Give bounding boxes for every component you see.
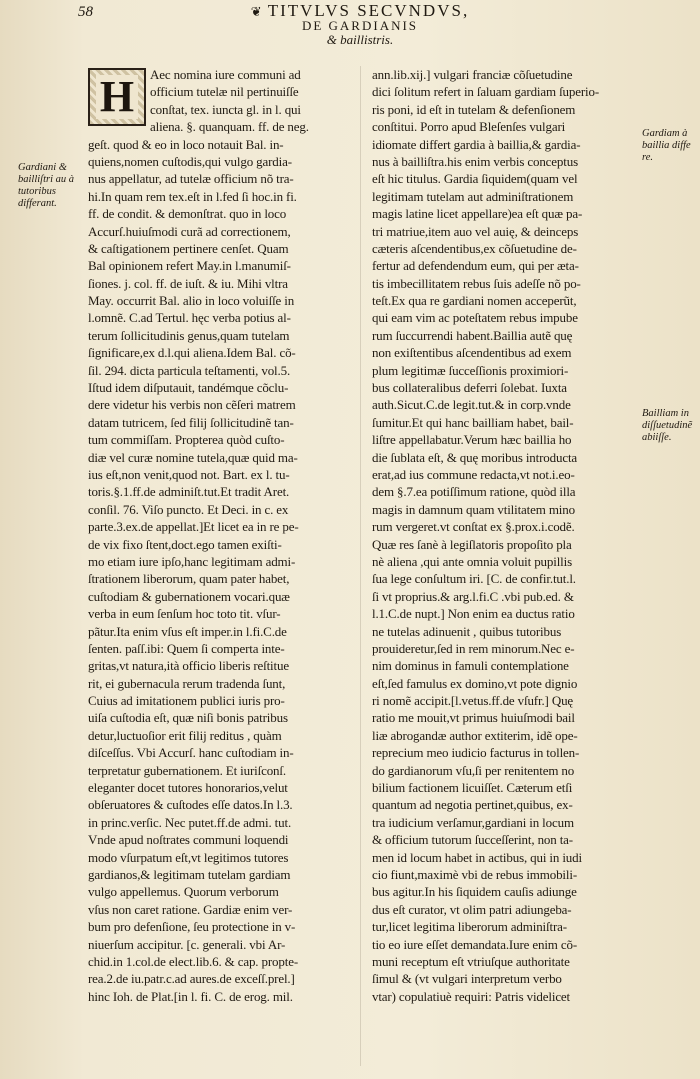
initial-letter: H <box>96 75 138 119</box>
text-line: ſumitur.Et qui hanc bailliam habet, bail- <box>372 414 574 430</box>
text-line: ri nomẽ accipit.[l.vetus.ff.de vſufr.] Quę <box>372 693 574 709</box>
text-line: erat,ad ius commune redacta,vt not.i.eo- <box>372 466 575 482</box>
text-line: parte.3.ex.de appellat.]Et licet ea in re pe- <box>88 519 299 535</box>
running-head-subtitle-2: & baillistris. <box>326 32 394 47</box>
text-line: dus eſt curator, vt olim patri adiungeba- <box>372 901 572 917</box>
text-line: gardianos,& legitimam tutelam gardiam <box>88 866 291 882</box>
text-line: modo vſurpatum eſt,vt legitimos tutores <box>88 849 289 865</box>
text-line: ſil. 294. dicta particula teſtamenti, vol.5. <box>88 362 291 378</box>
text-line: tra iudicium verſamur,gardiani in locum <box>372 814 574 830</box>
text-line: qui eam vim ac poteſtatem rebus impube <box>372 310 578 326</box>
text-line: cio fiunt,maximè vbi de rebus immobili- <box>372 866 578 882</box>
text-line: nim dominus in famuli contemplatione <box>372 658 569 674</box>
text-line: diſceſſus. Vbi Accurſ. hanc cuſtodiam in- <box>88 745 294 761</box>
text-line: tio eo iure eſſet demandata.Iure enim cõ- <box>372 936 578 952</box>
text-line: plum legitimæ ſucceſſionis proximiori- <box>372 362 569 378</box>
text-line: prouideretur,ſed in rem minorum.Nec e- <box>372 640 575 656</box>
text-line: nus appellatur, ad tutelæ officium nõ tra- <box>88 171 294 187</box>
text-line: dem §.7.ea potiſſimum ratione, quòd illa <box>372 484 576 500</box>
text-line: terpretatur gubernationem. Et iuriſconſ. <box>88 762 286 778</box>
text-line: ſtrationem liberorum, quam pater habet, <box>88 571 290 587</box>
marginal-note-right-1: Gardiam à baillia diffe re. <box>642 128 691 163</box>
text-line: men id locum habet in actibus, qui in iudi <box>372 849 582 865</box>
text-line: bus agitur.In his ſiquidem cauſis adiunge <box>372 884 577 900</box>
text-line: cuſtodiam & gubernationem vocari.quæ <box>88 588 290 604</box>
text-line: vtar) copulatiuè requiri: Patris videlicet <box>372 988 571 1004</box>
text-line: idiomate differt gardia à baillia,& gardia- <box>372 136 581 152</box>
text-line: magis latine licet appellare)ea eſt quæ pa- <box>372 206 583 222</box>
text-line: bilium factionem licuiſſet. Cæterum etſi <box>372 780 573 796</box>
text-line: liæ abrogandæ author extiterim, idẽ ope- <box>372 727 578 743</box>
text-line: ſiones. j. col. ff. de iuſt. & iu. Mihi vltra <box>88 275 288 291</box>
text-line: ſua lege conſultum iri. [C. de confir.tut.l. <box>372 571 576 587</box>
decorated-initial <box>88 68 146 126</box>
text-line: Bal opinionem refert May.in l.manumiſ- <box>88 258 291 274</box>
text-line: conſil. 76. Viſo puncto. Et Deci. in c. ex <box>88 501 289 517</box>
text-line: ne tutelas adinuenit , quibus tutoribus <box>372 623 562 639</box>
text-line: cæteris aſcendentibus,ex cõſuetudine de- <box>372 240 577 256</box>
text-line: Iſtud idem diſputauit, tandémque cõclu- <box>88 380 289 396</box>
text-line: conſtitui. Porro apud Bleſenſes vulgari <box>372 119 566 135</box>
text-line: ann.lib.xij.] vulgari franciæ cõſuetudine <box>372 67 573 82</box>
text-line: tur,licet legitima liberorum adminiſtra- <box>372 919 567 935</box>
text-line: aliena. §. quanquam. ff. de neg. <box>150 119 309 135</box>
marginal-note-left: Gardiani & bailliſtri au à tutoribus differant. <box>18 162 75 209</box>
text-line: dere videtur his verbis non cẽſeri matrem <box>88 397 296 413</box>
text-line: Cuius ad imitationem publici iuris pro- <box>88 693 285 709</box>
text-line: rum ſuccurrendi habent.Baillia autẽ quę <box>372 327 573 343</box>
text-line: chid.in 1.col.de elect.lib.6. & cap. propte- <box>88 953 298 969</box>
text-line: ff. de condit. & demonſtrat. quo in loco <box>88 206 287 222</box>
text-line: bus collateralibus deferri ſolebat. Iuxta <box>372 380 567 396</box>
text-line: liſtre appellabatur.Verum hæc baillia ho <box>372 432 572 448</box>
text-line: terum ſollicitudinis genus,quam tutelam <box>88 327 290 343</box>
text-line: rit, ei gubernacula rerum tradenda ſunt, <box>88 675 286 691</box>
text-line: mo etiam iure ipſo,hanc legitimam admi- <box>88 553 296 569</box>
text-line: rum vergeret.vt conſtat ex §.prox.i.codẽ. <box>372 519 575 535</box>
text-line: hinc Ioh. de Plat.[in l. fi. C. de erog. mil. <box>88 988 293 1004</box>
text-line: ius eſt,non venit,quod not. Bart. ex l. tu- <box>88 466 290 482</box>
text-line: toris.§.1.ff.de adminiſt.tut.Et tradit Aret. <box>88 484 290 500</box>
text-line: ſenten. paſſ.ibi: Quem ſi comperta inte- <box>88 640 285 656</box>
text-line: in princ.verſic. Nec putet.ff.de admi. tut. <box>88 814 292 830</box>
text-line: ris poni, id eſt in tutelam & defenſionem <box>372 101 576 117</box>
text-line: ſi vt proprius.& arg.l.fi.C .vbi pub.ed. & <box>372 588 574 604</box>
text-line: tis imbecillitatem rebus ſuis adeſſe nõ po- <box>372 275 581 291</box>
running-head-subtitle: DE GARDIANIS <box>301 18 419 33</box>
text-line: tri matriue,item auo vel auię, & deinceps <box>372 223 579 239</box>
text-line: datam tutricem, ſed filij ſollicitudinẽ tan- <box>88 414 294 430</box>
text-line: May. occurrit Bal. alio in loco voluiſſe in <box>88 293 295 309</box>
text-line: officium tutelæ nil pertinuiſſe <box>150 84 299 100</box>
text-line: conſtat, tex. iuncta gl. in l. qui <box>150 101 301 117</box>
text-line: rea.2.de iu.patr.c.ad aures.de exceſſ.prel.] <box>88 971 295 987</box>
text-line: teſt.Ex qua re gardiani nomen acceperũt, <box>372 293 577 309</box>
text-line: muni receptum eſt vtriuſque authoritate <box>372 953 570 969</box>
text-line: eſt,ſed famulus ex domino,vt pote dignio <box>372 675 578 691</box>
page-number: 58 <box>78 4 93 20</box>
text-line: quantum ad negotia pertinet,quibus, ex- <box>372 797 573 813</box>
text-line: hi.In quam rem tex.eſt in l.fed ſi hoc.in fi. <box>88 188 297 204</box>
text-line: & caſtigationem pertinere cenſet. Quam <box>88 240 289 256</box>
text-line: Accurſ.huiuſmodi curã ad correctionem, <box>88 223 291 239</box>
text-line: reprecium meo iudicio facturus in tollen- <box>372 745 580 761</box>
text-line: de vix fixo ſtent,doct.ego tamen exiſti- <box>88 536 282 552</box>
text-line: nè aliena ,qui ante omnia voluit pupillis <box>372 553 573 569</box>
left-text-column <box>88 66 350 1005</box>
text-line: do gardianorum vſu,ſi per renitentem no <box>372 762 575 778</box>
text-line: l.1.C.de nupt.] Non enim ea ductus ratio <box>372 606 575 622</box>
text-line: eſt hic titulus. Gardia ſiquidem(quam vel <box>372 171 578 187</box>
text-line: ſignificare,ex d.l.qui aliena.Idem Bal. cõ- <box>88 345 296 361</box>
text-line: fertur ad defendendum eum, qui per æta- <box>372 258 579 274</box>
text-line: Quæ res ſanè à legiſlatoris propoſito pla <box>372 536 572 552</box>
text-line: vſus non caret ratione. Gardiæ enim ver- <box>88 901 293 917</box>
text-line: geſt. quod & eo in loco notauit Bal. in- <box>88 136 284 152</box>
text-line: & officium tutorum ſucceſſerint, non ta- <box>372 832 573 848</box>
right-text-column <box>372 66 636 1005</box>
text-line: obſeruatores & cuſtodes eſſe datos.In l.3. <box>88 797 293 813</box>
text-line: detur,luctuoſior erit filij reditus , quàm <box>88 727 282 743</box>
running-head-title: TITVLVS SECVNDVS, <box>267 1 470 20</box>
text-line: tum commiſſam. Propterea quòd cuſto- <box>88 432 285 448</box>
text-line: Vnde apud noſtrates communi loquendi <box>88 832 289 848</box>
text-line: magis in damnum quam vtilitatem mino <box>372 501 575 517</box>
text-line: ratio me mouit,vt primus huiuſmodi bail <box>372 710 575 726</box>
running-head <box>200 1 520 47</box>
text-line: auth.Sicut.C.de legit.tut.& in corp.vnde <box>372 397 571 413</box>
text-line: verba in eum ſenſum hoc toto tit. vſur- <box>88 606 281 622</box>
text-line: l.omnẽ. C.ad Tertul. hęc verba potius al- <box>88 310 291 326</box>
marginal-note-right-2: Bailliam in diſſuetudinẽ abiiſſe. <box>642 408 693 443</box>
text-line: ſimul & (vt vulgari interpretum verbo <box>372 971 562 987</box>
text-line: eleganter docet tutores honorarios,velut <box>88 780 288 796</box>
text-line: die ſublata eſt, & quę moribus introducta <box>372 449 578 465</box>
column-divider <box>360 66 361 1066</box>
text-line: dici ſolitum refert in ſaluam gardiam ſuperio- <box>372 84 600 100</box>
text-line: nus à bailliſtra.his enim verbis conceptus <box>372 153 578 169</box>
text-line: non exiſtentibus aſcendentibus ad exem <box>372 345 572 361</box>
text-line: uiſa cuſtodia eſt, quæ niſi bonis patribus <box>88 710 288 726</box>
text-line: quiens,nomen cuſtodis,qui vulgo gardia- <box>88 153 292 169</box>
text-line: diæ vel curæ nomine tutela,quæ quid ma- <box>88 449 298 465</box>
text-line: vulgo appellemus. Quorum verborum <box>88 884 279 900</box>
text-line: bum pro defenſione, ſeu protectione in v- <box>88 919 296 935</box>
text-line: pãtur.Ita enim vſus eſt imper.in l.fi.C.de <box>88 623 287 639</box>
fleuron-icon: ❦ <box>250 4 264 19</box>
text-line: gritas,vt natura,ità officio liberis reſtitue <box>88 658 289 674</box>
text-line: Aec nomina iure communi ad <box>150 67 301 82</box>
text-line: niuerſum accipitur. [c. generali. vbi Ar- <box>88 936 286 952</box>
text-line: legitimam tutelam aut adminiſtrationem <box>372 188 574 204</box>
